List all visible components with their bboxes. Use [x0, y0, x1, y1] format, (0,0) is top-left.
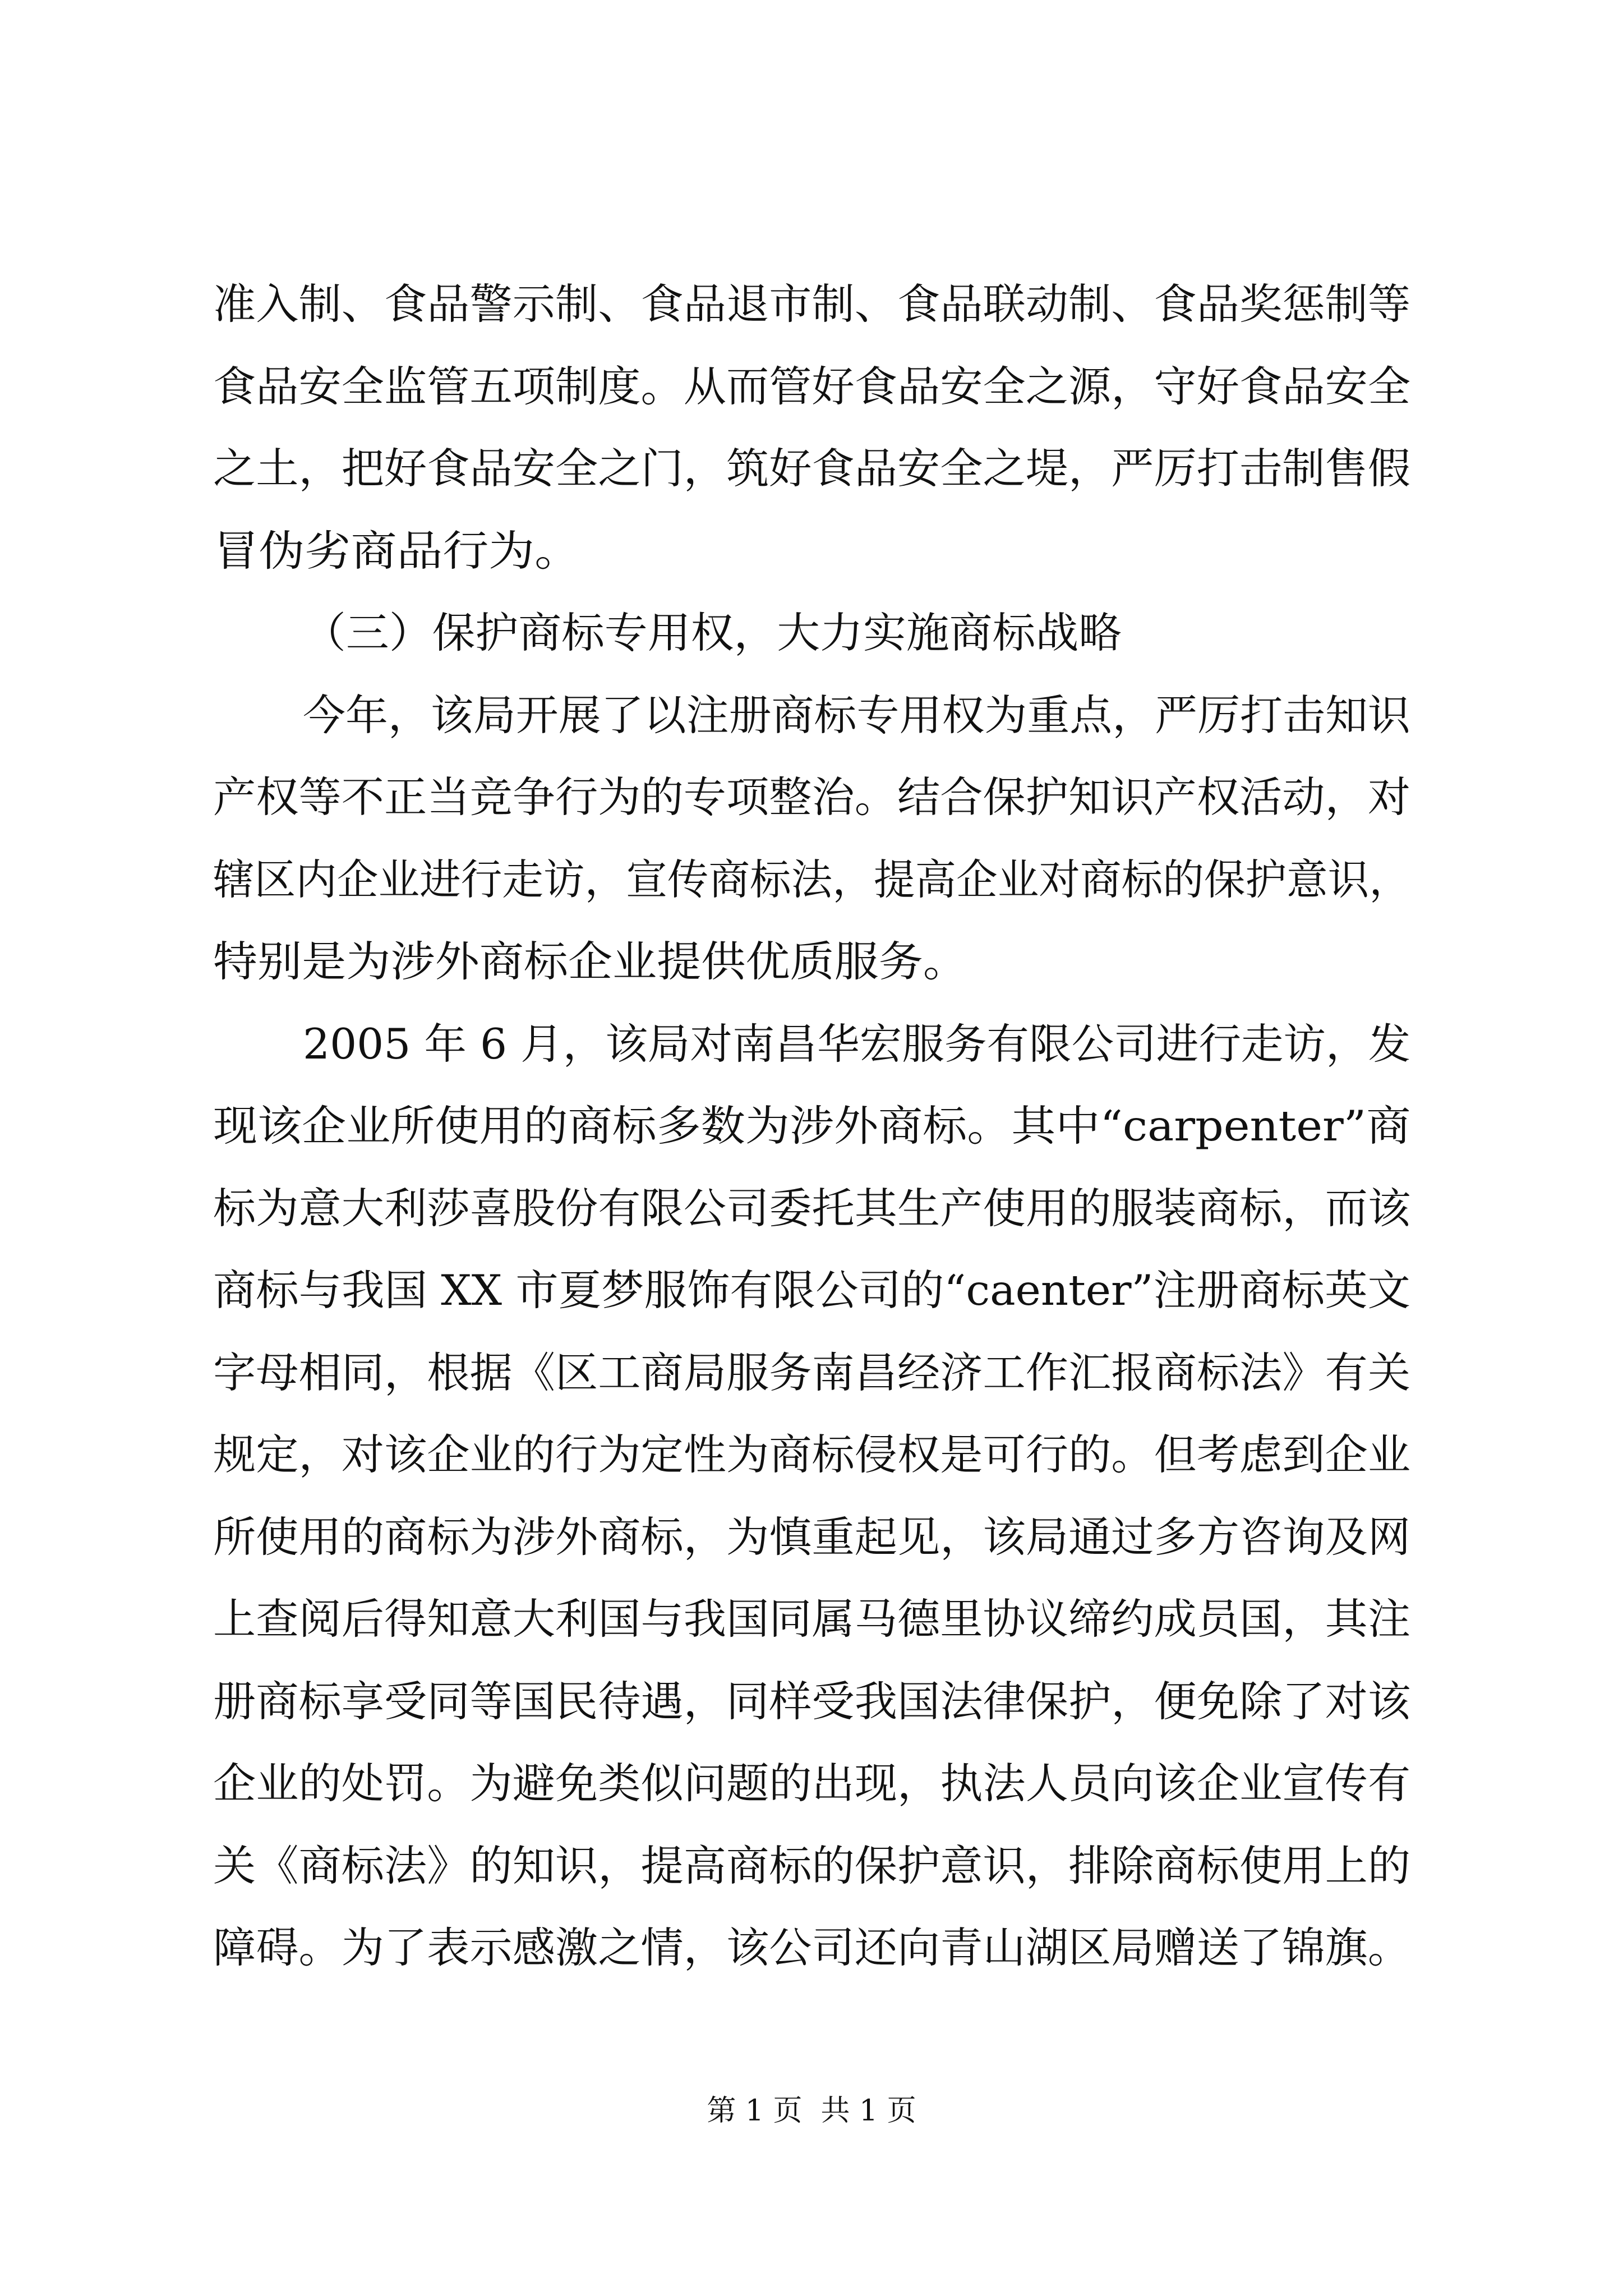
text-line: 特别是为涉外商标企业提供优质服务。 [213, 937, 968, 986]
text-line: 字母相同，根据《区工商局服务南昌经济工作汇报商标法》有关 [213, 1348, 1411, 1397]
text-line: 企业的处罚。为避免类似问题的出现，执法人员向该企业宣传有 [213, 1759, 1411, 1808]
section-heading: （三）保护商标专用权，大力实施商标战略 [303, 608, 1122, 657]
text-line: 2005 年 6 月，该局对南昌华宏服务有限公司进行走访，发 [303, 1019, 1411, 1069]
text-line: 商标与我国 XX 市夏梦服饰有限公司的“caenter”注册商标英文 [213, 1266, 1410, 1315]
text-line: 现该企业所使用的商标多数为涉外商标。其中“carpenter”商 [213, 1101, 1411, 1151]
text-line: 障碍。为了表示感激之情，该公司还向青山湖区局赠送了锦旗。 [213, 1923, 1411, 1972]
text-line: 产权等不正当竞争行为的专项整治。结合保护知识产权活动，对 [213, 772, 1411, 822]
text-line: 辖区内企业进行走访，宣传商标法，提高企业对商标的保护意识， [213, 855, 1410, 904]
text-line: 所使用的商标为涉外商标，为慎重起见，该局通过多方咨询及网 [213, 1512, 1411, 1562]
text-line: 食品安全监管五项制度。从而管好食品安全之源，守好食品安全 [213, 362, 1411, 411]
text-line: 准入制、食品警示制、食品退市制、食品联动制、食品奖惩制等 [213, 279, 1411, 329]
text-line: 冒伪劣商品行为。 [213, 526, 581, 576]
text-line: 今年，该局开展了以注册商标专用权为重点，严厉打击知识 [303, 691, 1410, 740]
text-line: 标为意大利莎喜股份有限公司委托其生产使用的服装商标，而该 [213, 1184, 1411, 1233]
page-footer: 第 1 页 共 1 页 [707, 2094, 916, 2128]
text-line: 规定，对该企业的行为定性为商标侵权是可行的。但考虑到企业 [213, 1430, 1411, 1479]
text-line: 册商标享受同等国民待遇，同样受我国法律保护，便免除了对该 [213, 1677, 1411, 1726]
text-line: 之土，把好食品安全之门，筑好食品安全之堤，严厉打击制售假 [213, 444, 1411, 493]
text-line: 上查阅后得知意大利国与我国同属马德里协议缔约成员国，其注 [213, 1594, 1411, 1644]
text-line: 关《商标法》的知识，提高商标的保护意识，排除商标使用上的 [213, 1841, 1411, 1890]
